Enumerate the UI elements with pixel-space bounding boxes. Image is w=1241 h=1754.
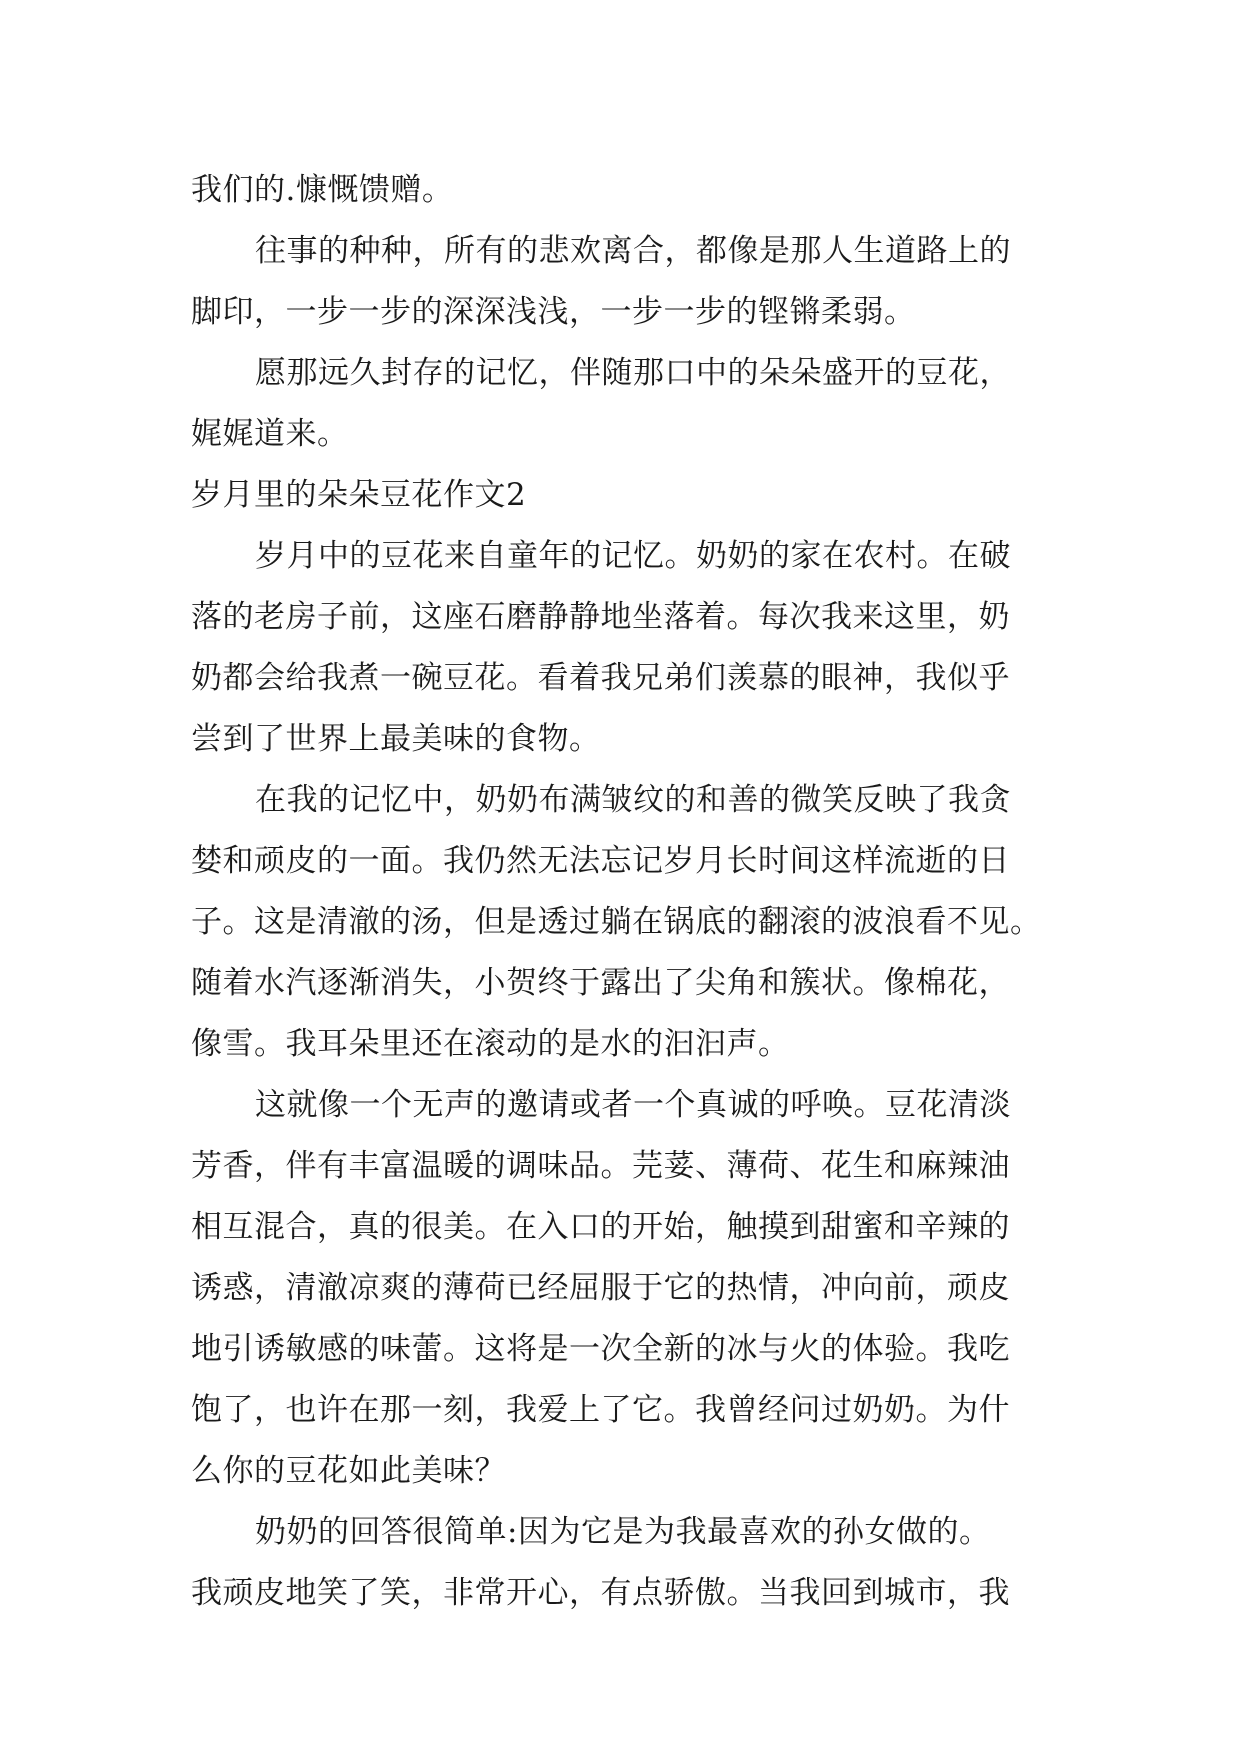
text-line: 像雪。我耳朵里还在滚动的是水的汩汩声。 xyxy=(191,1026,790,1062)
text-line: 地引诱敏感的味蕾。这将是一次全新的冰与火的体验。我吃 xyxy=(191,1331,1010,1367)
text-line: 我顽皮地笑了笑，非常开心，有点骄傲。当我回到城市，我 xyxy=(191,1575,1010,1611)
text-line: 婪和顽皮的一面。我仍然无法忘记岁月长时间这样流逝的日 xyxy=(191,843,1010,879)
text-line: 娓娓道来。 xyxy=(191,416,349,452)
body-text xyxy=(191,160,1051,1624)
text-line: 相互混合，真的很美。在入口的开始，触摸到甜蜜和辛辣的 xyxy=(191,1209,1010,1245)
text-line: 子。这是清澈的汤，但是透过躺在锅底的翻滚的波浪看不见。 xyxy=(191,904,1042,940)
text-line: 我们的.慷慨馈赠。 xyxy=(191,172,454,208)
text-line: 脚印，一步一步的深深浅浅，一步一步的铿锵柔弱。 xyxy=(191,294,916,330)
paragraph-start-line: 岁月中的豆花来自童年的记忆。奶奶的家在农村。在破 xyxy=(255,538,1011,574)
paragraph-start-line: 这就像一个无声的邀请或者一个真诚的呼唤。豆花清淡 xyxy=(255,1087,1011,1123)
text-line: 随着水汽逐渐消失，小贺终于露出了尖角和簇状。像棉花， xyxy=(191,965,1010,1001)
essay-heading: 岁月里的朵朵豆花作文2 xyxy=(191,477,527,513)
text-line: 奶都会给我煮一碗豆花。看着我兄弟们羡慕的眼神，我似乎 xyxy=(191,660,1010,696)
paragraph-start-line: 往事的种种，所有的悲欢离合，都像是那人生道路上的 xyxy=(255,233,1011,269)
paragraph-start-line: 愿那远久封存的记忆，伴随那口中的朵朵盛开的豆花， xyxy=(255,355,1011,391)
text-line: 落的老房子前，这座石磨静静地坐落着。每次我来这里，奶 xyxy=(191,599,1010,635)
paragraph-start-line: 在我的记忆中，奶奶布满皱纹的和善的微笑反映了我贪 xyxy=(255,782,1011,818)
text-line: 饱了，也许在那一刻，我爱上了它。我曾经问过奶奶。为什 xyxy=(191,1392,1010,1428)
paragraph-start-line: 奶奶的回答很简单:因为它是为我最喜欢的孙女做的。 xyxy=(255,1514,991,1550)
text-line: 诱惑，清澈凉爽的薄荷已经屈服于它的热情，冲向前，顽皮 xyxy=(191,1270,1010,1306)
text-line: 么你的豆花如此美味？ xyxy=(191,1453,506,1489)
text-line: 芳香，伴有丰富温暖的调味品。芫荽、薄荷、花生和麻辣油 xyxy=(191,1148,1010,1184)
text-line: 尝到了世界上最美味的食物。 xyxy=(191,721,601,757)
